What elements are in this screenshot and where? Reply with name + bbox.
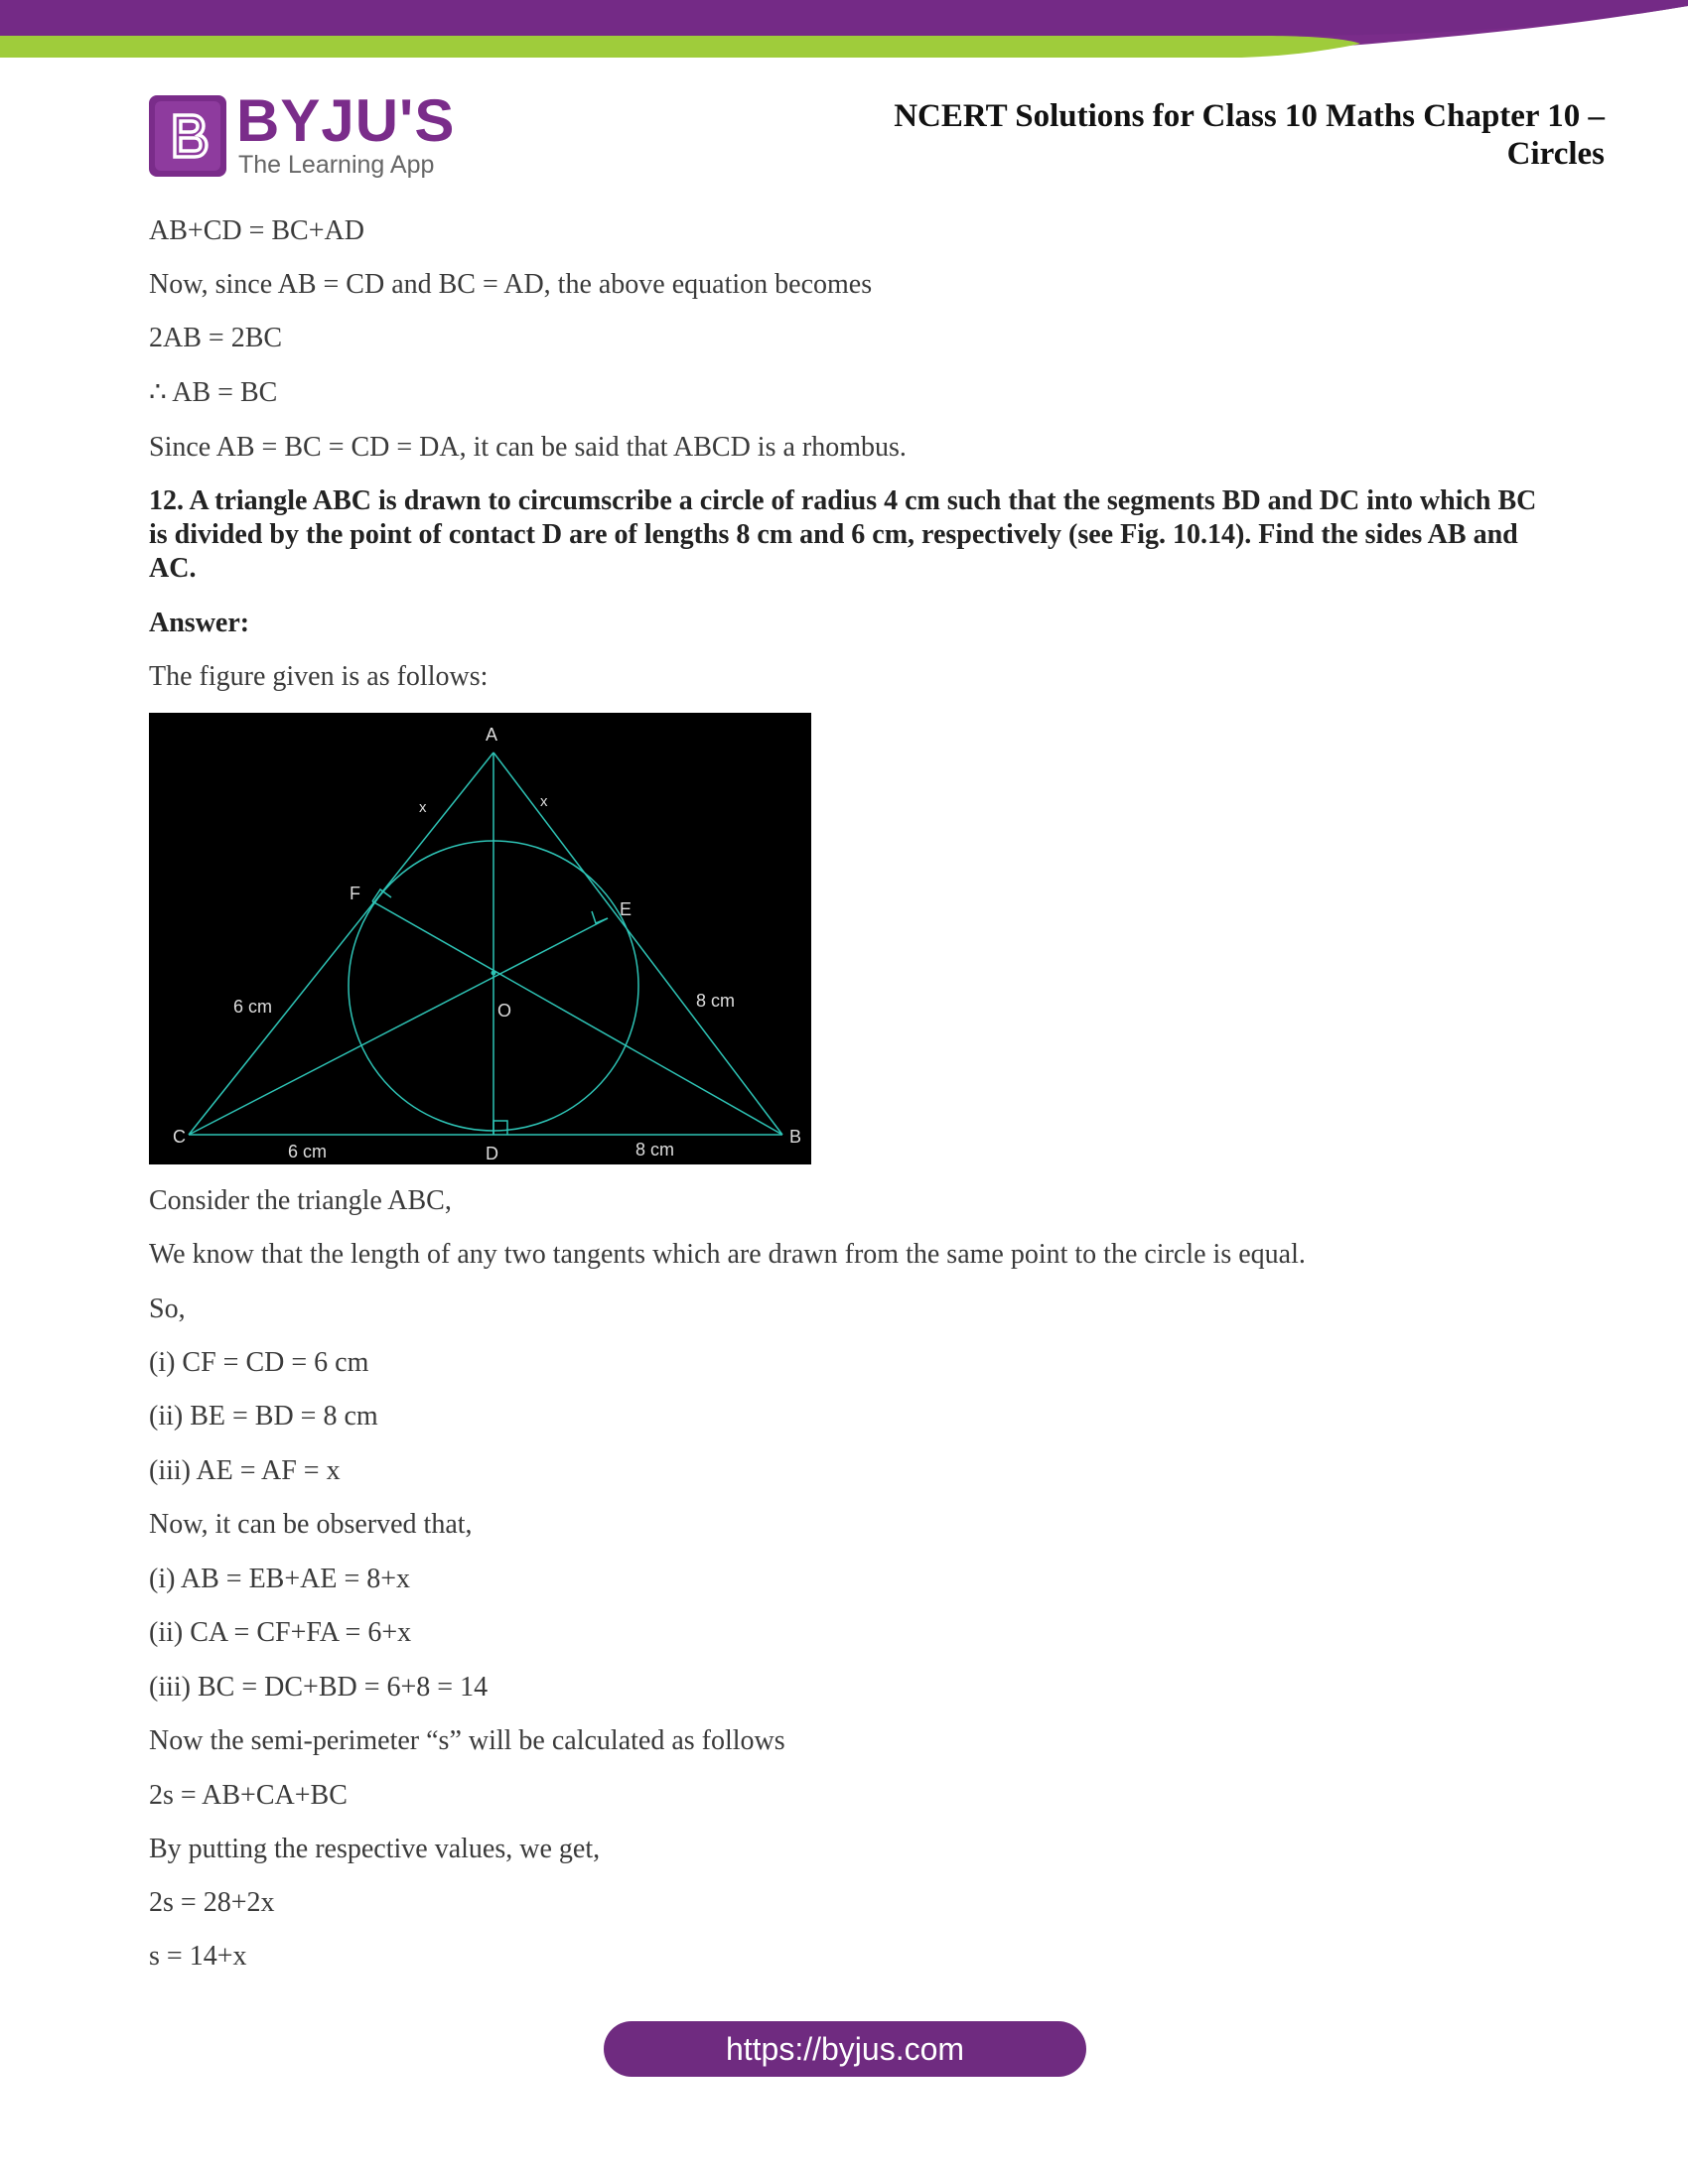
text-line: By putting the respective values, we get, — [149, 1834, 601, 1864]
label-x-left: x — [419, 799, 427, 816]
right-angle-d — [493, 1121, 507, 1135]
segment-bf — [372, 901, 782, 1135]
text-line: 2AB = 2BC — [149, 323, 283, 353]
text-line: We know that the length of any two tangents which are drawn from the same point to the circle is equal. — [149, 1239, 1306, 1270]
text-line: Consider the triangle ABC, — [149, 1185, 452, 1216]
text-line: 2s = AB+CA+BC — [149, 1780, 348, 1811]
logo-b-icon — [149, 95, 226, 177]
page-title — [850, 97, 1605, 173]
label-cf-length: 6 cm — [233, 997, 273, 1017]
label-f: F — [350, 884, 360, 903]
logo-tagline: The Learning App — [238, 151, 435, 179]
label-b: B — [789, 1127, 802, 1147]
label-d: D — [486, 1144, 498, 1163]
text-line: AB+CD = BC+AD — [149, 215, 364, 246]
text-line: (i) CF = CD = 6 cm — [149, 1347, 369, 1378]
page-title-line-1: NCERT Solutions for Class 10 Maths Chapter 10 – — [894, 98, 1605, 134]
text-line: s = 14+x — [149, 1941, 247, 1972]
byjus-logo — [149, 87, 456, 181]
right-angle-e — [592, 911, 608, 923]
text-line: Since AB = BC = CD = DA, it can be said that ABCD is a rhombus. — [149, 432, 907, 463]
answer-label: Answer: — [149, 608, 250, 638]
label-e: E — [620, 899, 633, 919]
text-line: Now the semi-perimeter “s” will be calculated as follows — [149, 1725, 785, 1756]
right-angle-f — [372, 889, 391, 901]
triangle-incircle-figure — [149, 713, 811, 1164]
footer-url-link[interactable]: https://byjus.com — [604, 2021, 1086, 2077]
logo-text: BYJU'S — [236, 87, 456, 154]
figure-intro: The figure given is as follows: — [149, 661, 489, 692]
text-line: (iii) BC = DC+BD = 6+8 = 14 — [149, 1672, 489, 1703]
question-text: 12. A triangle ABC is drawn to circumscribe a circle of radius 4 cm such that the segments BD and DC into which BC is divided by the point of contact D are of lengths 8 cm and 6 cm, respectively (see Fig. 10.14). Find the sides AB and AC. — [149, 485, 1537, 584]
label-bd-length: 8 cm — [635, 1140, 675, 1160]
segment-ce — [189, 918, 608, 1135]
label-c: C — [173, 1127, 186, 1147]
page-title-line-2: Circles — [1506, 136, 1605, 172]
text-line: So, — [149, 1294, 186, 1324]
text-line: Now, since AB = CD and BC = AD, the above equation becomes — [149, 269, 873, 300]
text-line: (iii) AE = AF = x — [149, 1455, 341, 1486]
label-a: A — [486, 725, 498, 745]
text-line: ∴ AB = BC — [149, 377, 278, 408]
label-x-right: x — [540, 793, 548, 810]
label-cd-length: 6 cm — [288, 1142, 328, 1161]
text-line: (i) AB = EB+AE = 8+x — [149, 1564, 411, 1594]
label-o: O — [497, 1001, 512, 1021]
top-decorative-band — [0, 0, 1688, 69]
text-line: Now, it can be observed that, — [149, 1509, 473, 1540]
text-line: 2s = 28+2x — [149, 1887, 275, 1918]
side-ab — [493, 752, 782, 1135]
text-line: (ii) BE = BD = 8 cm — [149, 1401, 378, 1432]
text-line: (ii) CA = CF+FA = 6+x — [149, 1617, 412, 1648]
label-be-length: 8 cm — [696, 991, 736, 1011]
